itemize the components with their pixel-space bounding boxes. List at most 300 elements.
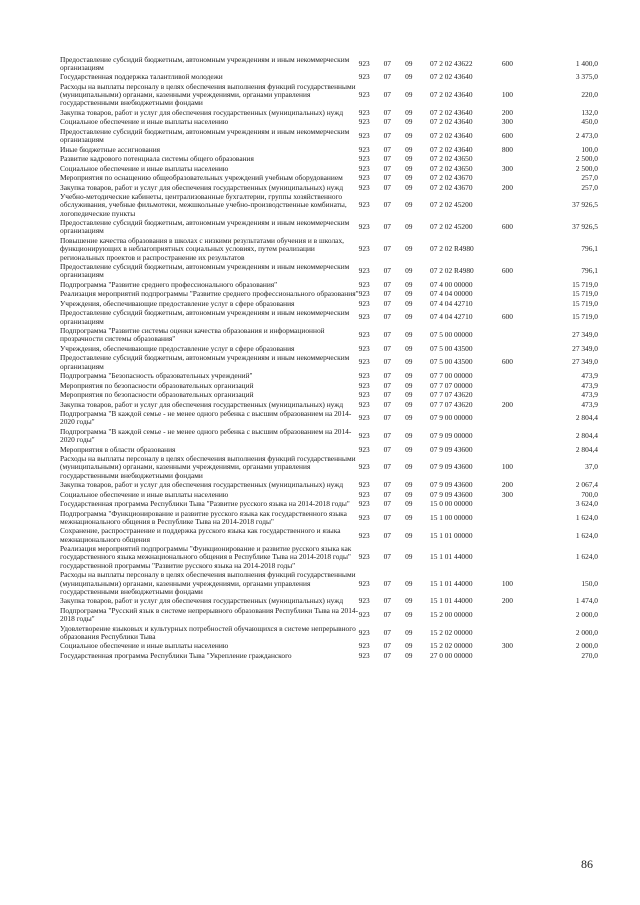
table-row: [60, 642, 598, 651]
row-name: Мероприятия по оснащению общеобразовательных учреждений учебным оборудованием: [60, 173, 343, 183]
row-subsection-code: 09: [405, 312, 413, 322]
row-grbs-code: 923: [358, 107, 370, 117]
row-section-code: 07: [383, 154, 391, 164]
row-subsection-code: 09: [405, 444, 413, 454]
row-target-article: 07 9 09 43600: [430, 444, 473, 454]
row-name: Закупка товаров, работ и услуг для обеспечения государственных (муниципальных) нужд: [60, 399, 344, 409]
row-amount: 2 000,0: [575, 609, 598, 619]
row-subsection-code: 09: [405, 512, 413, 522]
row-grbs-code: 923: [358, 371, 370, 381]
row-amount: 37 926,5: [572, 222, 598, 232]
row-name: Учебно-методические кабинеты, централизованные бухгалтерии, группы хозяйственного обслуживания, учебные фильмотеки, межшкольные учебно-производственные комбинаты, логопедические пункты: [60, 192, 347, 218]
row-name: Предоставление субсидий бюджетным, автономным учреждениям и иным некоммерческим организациям: [60, 54, 350, 72]
row-grbs-code: 923: [358, 289, 370, 299]
row-amount: 15 719,0: [572, 289, 598, 299]
row-grbs-code: 923: [358, 413, 370, 423]
row-target-article: 07 5 00 00000: [430, 330, 473, 340]
row-section-code: 07: [383, 173, 391, 183]
row-grbs-code: 923: [358, 200, 370, 210]
row-amount: 2 000,0: [575, 627, 598, 637]
row-subsection-code: 09: [405, 462, 413, 472]
row-subsection-code: 09: [405, 530, 413, 540]
row-target-article: 07 2 02 43622: [430, 58, 473, 68]
row-name: Развитие кадрового потенциала системы общего образования: [60, 154, 254, 164]
row-subsection-code: 09: [405, 390, 413, 400]
table-row: [60, 299, 598, 308]
row-section-code: 07: [383, 578, 391, 588]
row-amount: 2 804,4: [575, 430, 598, 440]
row-name: Реализация мероприятий подпрограммы "Функционирование и развитие русского языка как государственного языка межнационального общения в Республике Тыва на 2014-2018 годы" государственной программы "Развитие русского языка на 2014-2018 годы": [60, 544, 352, 570]
row-grbs-code: 923: [358, 641, 370, 651]
row-amount: 473,9: [581, 371, 598, 381]
row-name: Закупка товаров, работ и услуг для обеспечения государственных (муниципальных) нужд: [60, 480, 344, 490]
row-name: Учреждения, обеспечивающие предоставление услуг в сфере образования: [60, 298, 295, 308]
row-section-code: 07: [383, 266, 391, 276]
row-name: Предоставление субсидий бюджетным, автономным учреждениям и иным некоммерческим организациям: [60, 126, 350, 145]
row-grbs-code: 923: [358, 117, 370, 127]
row-expense-type: [502, 73, 543, 82]
row-section-code: 07: [383, 627, 391, 637]
row-name: Учреждения, обеспечивающие предоставление услуг в сфере образования: [60, 343, 295, 353]
row-subsection-code: 09: [405, 131, 413, 141]
row-subsection-code: 09: [405, 609, 413, 619]
row-grbs-code: 923: [358, 144, 370, 154]
table-row: [60, 326, 598, 344]
row-amount: 15 719,0: [572, 279, 598, 289]
row-expense-type: 300: [501, 163, 513, 173]
row-amount: 27 349,0: [572, 330, 598, 340]
row-name: Государственная программа Республики Тыва "Развитие русского языка на 2014-2018 годы": [60, 499, 350, 509]
row-expense-type: 300: [501, 489, 513, 499]
row-amount: 473,9: [581, 380, 598, 390]
row-target-article: 07 4 04 42710: [430, 312, 473, 322]
row-subsection-code: 09: [405, 430, 413, 440]
table-row: [60, 280, 598, 289]
row-name: Мероприятия по безопасности образовательных организаций: [60, 390, 254, 400]
row-target-article: 15 2 02 00000: [430, 641, 473, 651]
row-expense-type: [502, 500, 543, 509]
row-name: Социальное обеспечение и иные выплаты населению: [60, 489, 229, 499]
row-amount: 1 624,0: [575, 530, 598, 540]
row-name: Предоставление субсидий бюджетным, автономным учреждениям и иным некоммерческим организациям: [60, 353, 350, 371]
row-subsection-code: 09: [405, 413, 413, 423]
row-grbs-code: 923: [358, 480, 370, 490]
row-target-article: 15 1 00 00000: [430, 512, 473, 522]
row-expense-type: [502, 527, 543, 545]
row-subsection-code: 09: [405, 330, 413, 340]
row-amount: 2 500,0: [575, 154, 598, 164]
table-row: [60, 354, 598, 372]
row-name: Иные бюджетные ассигнования: [60, 144, 161, 154]
row-section-code: 07: [383, 107, 391, 117]
row-section-code: 07: [383, 222, 391, 232]
table-row: [60, 145, 598, 154]
row-subsection-code: 09: [405, 380, 413, 390]
row-grbs-code: 923: [358, 163, 370, 173]
row-name: Подпрограмма "В каждой семье - не менее одного ребенка с высшим образованием на 2014-2020 годы": [60, 409, 352, 427]
row-section-code: 07: [383, 650, 391, 660]
row-target-article: 07 7 07 43620: [430, 390, 473, 400]
row-expense-type: [502, 193, 543, 219]
row-target-article: 15 2 02 00000: [430, 627, 473, 637]
budget-table: [60, 55, 598, 661]
row-grbs-code: 923: [358, 530, 370, 540]
row-grbs-code: 923: [358, 131, 370, 141]
row-grbs-code: 923: [358, 609, 370, 619]
row-grbs-code: 923: [358, 627, 370, 637]
row-subsection-code: 09: [405, 371, 413, 381]
row-expense-type: 600: [501, 131, 513, 141]
row-amount: 796,1: [581, 244, 598, 254]
row-expense-type: [502, 290, 543, 299]
row-grbs-code: 923: [358, 154, 370, 164]
row-section-code: 07: [383, 117, 391, 127]
row-target-article: 15 1 01 44000: [430, 578, 473, 588]
row-subsection-code: 09: [405, 596, 413, 606]
row-target-article: 07 2 02 R4980: [430, 266, 474, 276]
row-grbs-code: 923: [358, 650, 370, 660]
row-section-code: 07: [383, 244, 391, 254]
row-section-code: 07: [383, 72, 391, 82]
row-amount: 257,0: [581, 182, 598, 192]
row-grbs-code: 923: [358, 380, 370, 390]
row-grbs-code: 923: [358, 578, 370, 588]
row-expense-type: 200: [501, 399, 513, 409]
row-grbs-code: 923: [358, 266, 370, 276]
row-amount: 132,0: [581, 107, 598, 117]
row-grbs-code: 923: [358, 489, 370, 499]
row-name: Предоставление субсидий бюджетным, автономным учреждениям и иным некоммерческим организациям: [60, 262, 350, 280]
row-amount: 473,9: [581, 390, 598, 400]
table-row: [60, 73, 598, 82]
row-target-article: 07 7 07 00000: [430, 380, 473, 390]
row-name: Подпрограмма "Безопасность образовательных учреждений": [60, 371, 253, 381]
row-section-code: 07: [383, 182, 391, 192]
row-section-code: 07: [383, 512, 391, 522]
row-subsection-code: 09: [405, 552, 413, 562]
row-section-code: 07: [383, 499, 391, 509]
row-expense-type: [502, 372, 543, 381]
row-amount: 473,9: [581, 399, 598, 409]
row-expense-type: [502, 326, 543, 344]
table-row: [60, 409, 598, 427]
row-amount: 100,0: [581, 144, 598, 154]
row-grbs-code: 923: [358, 596, 370, 606]
row-name: Предоставление субсидий бюджетным, автономным учреждениям и иным некоммерческим организациям: [60, 308, 350, 326]
row-expense-type: 100: [501, 90, 513, 100]
row-section-code: 07: [383, 444, 391, 454]
row-expense-type: [502, 509, 543, 527]
table-row: [60, 481, 598, 490]
row-subsection-code: 09: [405, 578, 413, 588]
row-name: Закупка товаров, работ и услуг для обеспечения государственных (муниципальных) нужд: [60, 107, 344, 117]
row-section-code: 07: [383, 399, 391, 409]
row-grbs-code: 923: [358, 173, 370, 183]
row-target-article: 07 9 09 43600: [430, 489, 473, 499]
row-amount: 27 349,0: [572, 357, 598, 367]
table-row: [60, 118, 598, 127]
row-grbs-code: 923: [358, 430, 370, 440]
row-name: Подпрограмма "В каждой семье - не менее одного ребенка с высшим образованием на 2014-2020 годы": [60, 426, 352, 445]
row-section-code: 07: [383, 131, 391, 141]
table-row: [60, 527, 598, 545]
table-row: [60, 509, 598, 527]
table-row: [60, 490, 598, 499]
table-row: [60, 108, 598, 117]
row-target-article: 07 7 07 43620: [430, 399, 473, 409]
row-name: Мероприятия в области образования: [60, 444, 176, 454]
row-expense-type: [502, 280, 543, 289]
row-target-article: 07 4 04 42710: [430, 298, 473, 308]
row-grbs-code: 923: [358, 357, 370, 367]
table-row: [60, 381, 598, 390]
row-target-article: 07 2 02 R4980: [430, 244, 474, 254]
page-number: 86: [581, 857, 593, 871]
row-expense-type: [502, 299, 543, 308]
table-row: [60, 597, 598, 606]
row-section-code: 07: [383, 413, 391, 423]
table-row: [60, 155, 598, 164]
row-expense-type: 200: [501, 596, 513, 606]
row-subsection-code: 09: [405, 480, 413, 490]
table-row: [60, 571, 598, 597]
row-amount: 3 624,0: [575, 499, 598, 509]
table-row: [60, 344, 598, 353]
row-subsection-code: 09: [405, 343, 413, 353]
row-name: Подпрограмма "Русский язык в системе непрерывного образования Республики Тыва на 2014-2018 годы": [60, 605, 359, 624]
row-section-code: 07: [383, 596, 391, 606]
row-amount: 37,0: [585, 462, 598, 472]
row-name: Социальное обеспечение и иные выплаты населению: [60, 117, 229, 127]
row-expense-type: [502, 427, 543, 445]
row-amount: 15 719,0: [572, 298, 598, 308]
row-amount: 2 067,4: [575, 480, 598, 490]
row-target-article: 27 0 00 00000: [430, 650, 473, 660]
table-row: [60, 193, 598, 219]
row-subsection-code: 09: [405, 627, 413, 637]
row-subsection-code: 09: [405, 641, 413, 651]
row-subsection-code: 09: [405, 163, 413, 173]
budget-table-body: [60, 55, 598, 661]
row-target-article: 07 4 04 00000: [430, 289, 473, 299]
table-row: [60, 82, 598, 108]
row-name: Социальное обеспечение и иные выплаты населению: [60, 163, 229, 173]
row-target-article: 07 2 02 45200: [430, 222, 473, 232]
row-amount: 700,0: [581, 489, 598, 499]
row-target-article: 15 0 00 00000: [430, 499, 473, 509]
row-subsection-code: 09: [405, 107, 413, 117]
row-amount: 37 926,5: [572, 200, 598, 210]
table-row: [60, 55, 598, 73]
row-subsection-code: 09: [405, 298, 413, 308]
row-target-article: 07 2 02 43640: [430, 131, 473, 141]
table-row: [60, 545, 598, 571]
row-grbs-code: 923: [358, 462, 370, 472]
row-name: Предоставление субсидий бюджетным, автономным учреждениям и иным некоммерческим организациям: [60, 218, 350, 236]
row-section-code: 07: [383, 357, 391, 367]
row-name: Государственная поддержка талантливой молодежи: [60, 72, 223, 82]
row-amount: 2 473,0: [575, 131, 598, 141]
table-row: [60, 183, 598, 192]
row-section-code: 07: [383, 163, 391, 173]
row-expense-type: [502, 155, 543, 164]
table-row: [60, 127, 598, 145]
row-expense-type: 200: [501, 182, 513, 192]
table-row: [60, 390, 598, 399]
row-expense-type: [502, 409, 543, 427]
table-row: [60, 290, 598, 299]
row-section-code: 07: [383, 641, 391, 651]
table-row: [60, 427, 598, 445]
row-grbs-code: 923: [358, 343, 370, 353]
row-target-article: 07 5 00 43500: [430, 343, 473, 353]
table-row: [60, 445, 598, 454]
row-amount: 796,1: [581, 266, 598, 276]
row-target-article: 07 9 09 43600: [430, 480, 473, 490]
row-subsection-code: 09: [405, 279, 413, 289]
row-amount: 450,0: [581, 117, 598, 127]
row-subsection-code: 09: [405, 173, 413, 183]
row-amount: 1 624,0: [575, 512, 598, 522]
row-target-article: 07 2 02 43640: [430, 144, 473, 154]
row-grbs-code: 923: [358, 244, 370, 254]
row-name: Мероприятия по безопасности образовательных организаций: [60, 380, 254, 390]
row-grbs-code: 923: [358, 182, 370, 192]
row-target-article: 07 9 00 00000: [430, 413, 473, 423]
row-name: Подпрограмма "Развитие среднего профессионального образования": [60, 279, 278, 289]
row-section-code: 07: [383, 343, 391, 353]
row-section-code: 07: [383, 380, 391, 390]
row-expense-type: [502, 344, 543, 353]
row-name: Государственная программа Республики Тыва "Укрепление гражданского: [60, 650, 292, 660]
table-row: [60, 372, 598, 381]
row-name: Социальное обеспечение и иные выплаты населению: [60, 641, 229, 651]
row-expense-type: 800: [501, 144, 513, 154]
row-subsection-code: 09: [405, 58, 413, 68]
row-expense-type: [502, 236, 543, 262]
row-name: Реализация мероприятий подпрограммы "Развитие среднего профессионального образования": [60, 289, 359, 299]
row-target-article: 07 9 09 00000: [430, 430, 473, 440]
row-subsection-code: 09: [405, 182, 413, 192]
row-name: Подпрограмма "Функционирование и развитие русского языка как государственного языка межнационального общения в Республике Тыва на 2014-2018 годы": [60, 508, 347, 526]
row-target-article: 15 1 01 00000: [430, 530, 473, 540]
row-section-code: 07: [383, 200, 391, 210]
row-expense-type: [502, 606, 543, 624]
row-target-article: 07 5 00 43500: [430, 357, 473, 367]
row-name: Подпрограмма "Развитие системы оценки качества образования и информационной прозрачности системы образования": [60, 326, 325, 344]
row-grbs-code: 923: [358, 399, 370, 409]
row-subsection-code: 09: [405, 357, 413, 367]
table-row: [60, 455, 598, 481]
row-section-code: 07: [383, 298, 391, 308]
table-row: [60, 606, 598, 624]
row-amount: 2 000,0: [575, 641, 598, 651]
table-row: [60, 262, 598, 280]
row-section-code: 07: [383, 480, 391, 490]
row-section-code: 07: [383, 144, 391, 154]
row-subsection-code: 09: [405, 72, 413, 82]
row-target-article: 07 7 00 00000: [430, 371, 473, 381]
row-section-code: 07: [383, 609, 391, 619]
row-amount: 1 624,0: [575, 552, 598, 562]
row-expense-type: 600: [501, 357, 513, 367]
row-amount: 2 804,4: [575, 444, 598, 454]
row-expense-type: [502, 174, 543, 183]
row-expense-type: [502, 545, 543, 571]
row-target-article: 07 2 02 43640: [430, 107, 473, 117]
row-subsection-code: 09: [405, 244, 413, 254]
row-target-article: 07 9 09 43600: [430, 462, 473, 472]
row-grbs-code: 923: [358, 330, 370, 340]
row-grbs-code: 923: [358, 312, 370, 322]
row-name: Сохранение, распространение и поддержка русского языка как государственного и языка межнационального общения: [60, 526, 341, 544]
row-subsection-code: 09: [405, 144, 413, 154]
row-expense-type: 300: [501, 641, 513, 651]
row-grbs-code: 923: [358, 58, 370, 68]
row-amount: 1 474,0: [575, 596, 598, 606]
row-subsection-code: 09: [405, 399, 413, 409]
row-expense-type: 300: [501, 117, 513, 127]
row-subsection-code: 09: [405, 90, 413, 100]
row-subsection-code: 09: [405, 289, 413, 299]
row-grbs-code: 923: [358, 90, 370, 100]
row-target-article: 07 2 02 43670: [430, 173, 473, 183]
row-target-article: 15 1 01 44000: [430, 552, 473, 562]
row-target-article: 07 2 02 45200: [430, 200, 473, 210]
row-grbs-code: 923: [358, 444, 370, 454]
row-expense-type: 600: [501, 222, 513, 232]
table-row: [60, 400, 598, 409]
table-row: [60, 309, 598, 327]
row-name: Расходы на выплаты персоналу в целях обеспечения выполнения функций государственными (муниципальными) органами, казенными учреждениями, органами управления государственными внебюджетными фондами: [60, 570, 356, 596]
row-subsection-code: 09: [405, 650, 413, 660]
row-expense-type: 100: [501, 462, 513, 472]
row-section-code: 07: [383, 58, 391, 68]
row-subsection-code: 09: [405, 266, 413, 276]
table-row: [60, 236, 598, 262]
row-target-article: 07 2 02 43640: [430, 117, 473, 127]
row-amount: 220,0: [581, 90, 598, 100]
row-target-article: 07 2 02 43640: [430, 90, 473, 100]
row-target-article: 07 2 02 43650: [430, 154, 473, 164]
row-amount: 257,0: [581, 173, 598, 183]
row-expense-type: 600: [501, 58, 513, 68]
row-expense-type: [502, 390, 543, 399]
table-row: [60, 219, 598, 237]
row-expense-type: [502, 445, 543, 454]
row-section-code: 07: [383, 462, 391, 472]
row-grbs-code: 923: [358, 72, 370, 82]
row-section-code: 07: [383, 330, 391, 340]
row-grbs-code: 923: [358, 298, 370, 308]
row-name: Расходы на выплаты персоналу в целях обеспечения выполнения функций государственными (муниципальными) органами, казенными учреждениями, органами управления государственными внебюджетными фондами: [60, 454, 356, 480]
row-subsection-code: 09: [405, 499, 413, 509]
row-expense-type: 200: [501, 480, 513, 490]
row-target-article: 15 1 01 44000: [430, 596, 473, 606]
row-amount: 2 500,0: [575, 163, 598, 173]
table-row: [60, 164, 598, 173]
row-amount: 15 719,0: [572, 312, 598, 322]
table-row: [60, 624, 598, 642]
row-section-code: 07: [383, 371, 391, 381]
row-amount: 27 349,0: [572, 343, 598, 353]
row-grbs-code: 923: [358, 512, 370, 522]
row-subsection-code: 09: [405, 489, 413, 499]
row-target-article: 07 2 02 43640: [430, 72, 473, 82]
row-grbs-code: 923: [358, 222, 370, 232]
row-grbs-code: 923: [358, 552, 370, 562]
row-amount: 150,0: [581, 578, 598, 588]
